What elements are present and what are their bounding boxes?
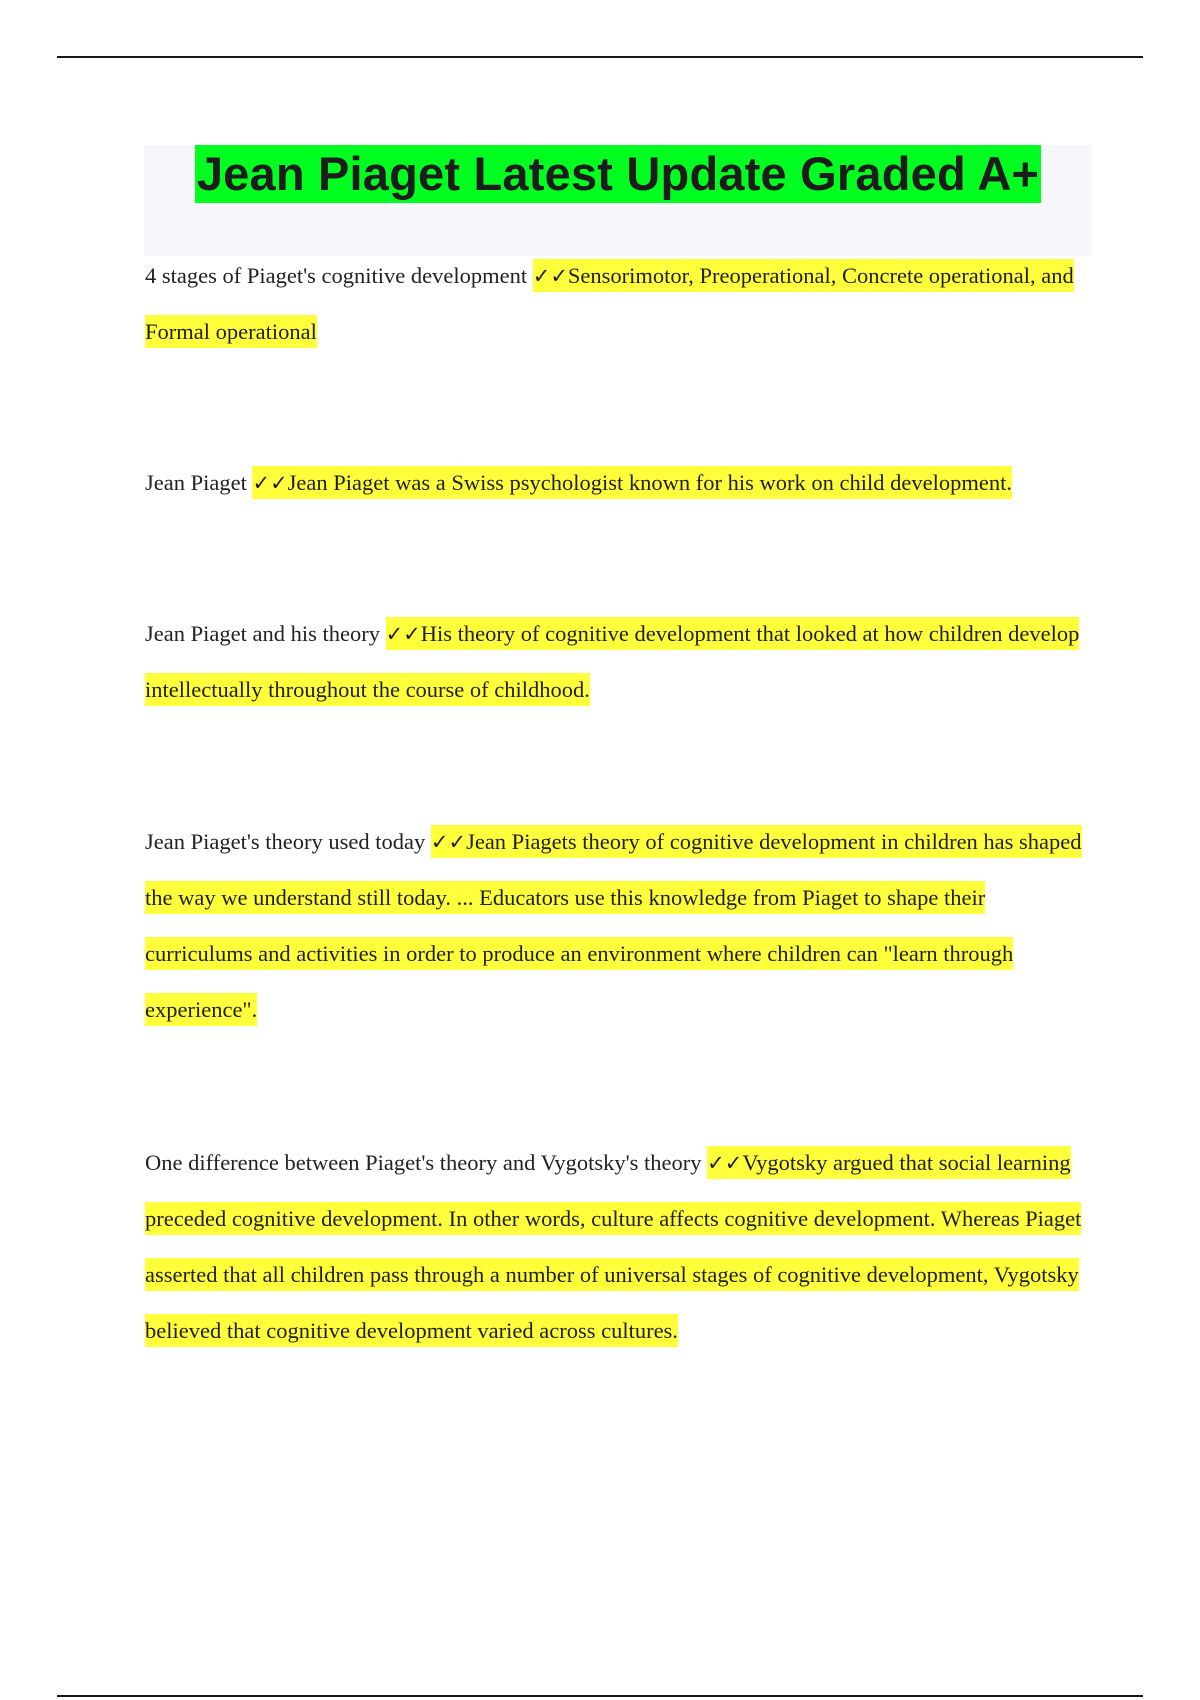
entry-theory-today <box>145 814 1090 1038</box>
entry-piaget-theory <box>145 606 1085 718</box>
entry-answer <box>252 466 1012 499</box>
bottom-rule <box>57 1695 1143 1697</box>
entry-answer-text: His theory of cognitive development that looked at how children develop intellectually throughout the course of childhood. <box>145 621 1080 702</box>
double-check-icon: ✓✓ <box>532 264 568 288</box>
double-check-icon: ✓✓ <box>707 1151 743 1175</box>
entry-jean-piaget <box>145 455 1105 511</box>
top-rule <box>57 56 1143 58</box>
entry-answer-text: Jean Piaget was a Swiss psychologist known for his work on child development. <box>287 470 1012 495</box>
entry-question: 4 stages of Piaget's cognitive development <box>145 263 528 288</box>
entry-stages <box>145 248 1085 360</box>
entry-question: Jean Piaget's theory used today <box>145 829 426 854</box>
entry-answer-text: Vygotsky argued that social learning preceded cognitive development. In other words, culture affects cognitive development. Whereas Piaget asserted that all children pass through a number of universal stages of cognitive development, Vygotsky believed that cognitive development varied across cultures. <box>145 1150 1082 1343</box>
entry-answer <box>145 1146 1081 1347</box>
entry-answer-text: Jean Piagets theory of cognitive development in children has shaped the way we understand still today. ... Educators use this knowledge from Piaget to shape their curriculums and activities in order to produce an environment where children can "learn through experience". <box>145 829 1082 1022</box>
entry-piaget-vs-vygotsky <box>145 1135 1090 1359</box>
entry-question: One difference between Piaget's theory and Vygotsky's theory <box>145 1150 702 1175</box>
entry-answer <box>145 825 1082 1026</box>
document-title: Jean Piaget Latest Update Graded A+ <box>195 145 1041 203</box>
title-container <box>144 145 1092 203</box>
entry-answer-text: Sensorimotor, Preoperational, Concrete operational, and Formal operational <box>145 263 1074 344</box>
double-check-icon: ✓✓ <box>430 830 467 854</box>
entry-question: Jean Piaget <box>145 470 247 495</box>
double-check-icon: ✓✓ <box>252 471 288 495</box>
double-check-icon: ✓✓ <box>385 622 421 646</box>
entry-question: Jean Piaget and his theory <box>145 621 380 646</box>
